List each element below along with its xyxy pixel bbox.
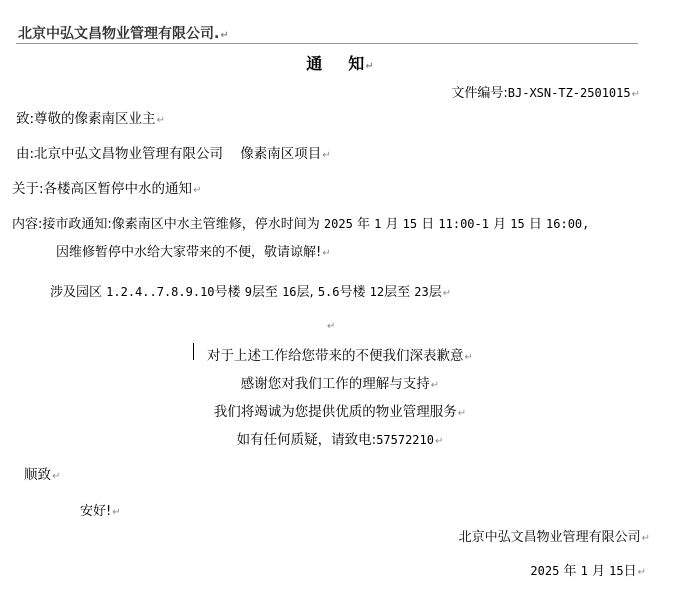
subject-line [12,177,201,197]
title-char-1: 通 [306,54,323,73]
date-year-unit: 年 [563,564,577,579]
paragraph-mark-icon: ↵ [365,61,374,72]
doc-no-label: 文件编号: [451,86,508,101]
signature-date [530,560,646,579]
paragraph-mark-icon: ↵ [430,380,440,391]
date-year: 2025 [530,564,560,578]
content-apology-text: 因维修暂停中水给大家带来的不便，敬请谅解! [56,245,322,260]
header-company-text: 北京中弘文昌物业管理有限公司. [18,26,220,42]
scope-building-unit-1: 号楼 [214,285,241,300]
paragraph-mark-icon: ↵ [434,436,444,447]
paragraph-mark-icon: ↵ [322,150,331,161]
content-start-time: 11:00-1 [438,217,489,231]
content-day-unit: 日 [421,217,435,232]
message-apology: 对于上述工作给您带来的不便我们深表歉意 [207,348,464,364]
content-line-2 [56,241,331,260]
scope-floor-from-2: 12 [369,285,385,299]
signature-line [459,526,650,545]
recipient-text: 致:尊敬的像素南区业主 [16,111,156,127]
header-divider [16,43,638,44]
content-end-month-unit: 月 [493,217,507,232]
paragraph-mark-icon: ↵ [193,185,202,196]
document-number [451,82,640,101]
empty-paragraph [326,318,335,333]
content-line-1 [12,213,589,232]
paragraph-mark-icon: ↵ [464,352,473,363]
paragraph-mark-icon: ↵ [457,408,467,419]
regards-text: 顺致 [24,467,51,483]
closing-regards [24,463,60,483]
paragraph-mark-icon: ↵ [112,507,121,518]
date-month: 1 [580,564,588,578]
signature-company: 北京中弘文昌物业管理有限公司 [458,530,641,545]
message-line-4 [0,428,680,448]
scope-to-1: 层至 [251,285,278,300]
content-end-time: 16:00, [546,217,590,231]
date-month-unit: 月 [591,564,605,579]
paragraph-mark-icon: ↵ [631,89,640,100]
subject-text: 关于:各楼高区暂停中水的通知 [12,181,193,197]
content-month: 1 [374,217,382,231]
scope-to-2: 层至 [384,285,411,300]
contact-phone: 57572210 [376,433,434,447]
sender-line [16,142,331,162]
content-day: 15 [402,217,418,231]
message-contact-label: 如有任何质疑，请致电: [236,432,377,448]
paragraph-mark-icon: ↵ [442,288,452,299]
scope-label: 涉及园区 [50,285,103,300]
content-year: 2025 [323,217,353,231]
sender-text: 由:北京中弘文昌物业管理有限公司 像素南区项目 [16,146,322,162]
scope-floor-unit-2: 层 [428,285,442,300]
content-label: 内容: [12,217,43,232]
paragraph-mark-icon: ↵ [322,248,331,259]
scope-floor-unit-1: 层, [296,285,314,300]
scope-buildings-2: 5.6 [317,285,340,299]
recipient-line [16,107,165,127]
paragraph-mark-icon: ↵ [220,30,229,41]
scope-floor-from-1: 9 [244,285,252,299]
content-end-day-unit: 日 [528,217,542,232]
message-line-1 [0,344,680,364]
content-month-unit: 月 [385,217,399,232]
closing-wish [80,500,121,519]
scope-floor-to-1: 16 [282,285,297,299]
paragraph-mark-icon: ↵ [327,321,336,332]
doc-no-value: BJ-XSN-TZ-2501015 [507,86,631,100]
message-service: 我们将竭诚为您提供优质的物业管理服务 [213,404,457,420]
paragraph-mark-icon: ↵ [156,115,165,126]
header-company-name [18,23,229,43]
paragraph-mark-icon: ↵ [52,471,61,482]
paragraph-mark-icon: ↵ [637,567,646,578]
scope-building-unit-2: 号楼 [339,285,366,300]
message-line-3 [0,400,680,420]
content-text-a: 接市政通知:像素南区中水主管维修，停水时间为 [42,217,320,232]
message-thanks: 感谢您对我们工作的理解与支持 [240,376,430,392]
date-day-unit: 日 [623,564,637,579]
message-line-2 [0,372,680,392]
wish-text: 安好! [80,504,112,519]
content-year-unit: 年 [356,217,370,232]
content-end-day: 15 [510,217,525,231]
paragraph-mark-icon: ↵ [641,533,650,544]
scope-line [50,281,451,300]
scope-buildings-1: 1.2.4..7.8.9.10 [106,285,215,299]
title-char-2: 知 [348,54,365,73]
scope-floor-to-2: 23 [414,285,429,299]
notice-title [0,51,680,74]
date-day: 15 [609,564,624,578]
